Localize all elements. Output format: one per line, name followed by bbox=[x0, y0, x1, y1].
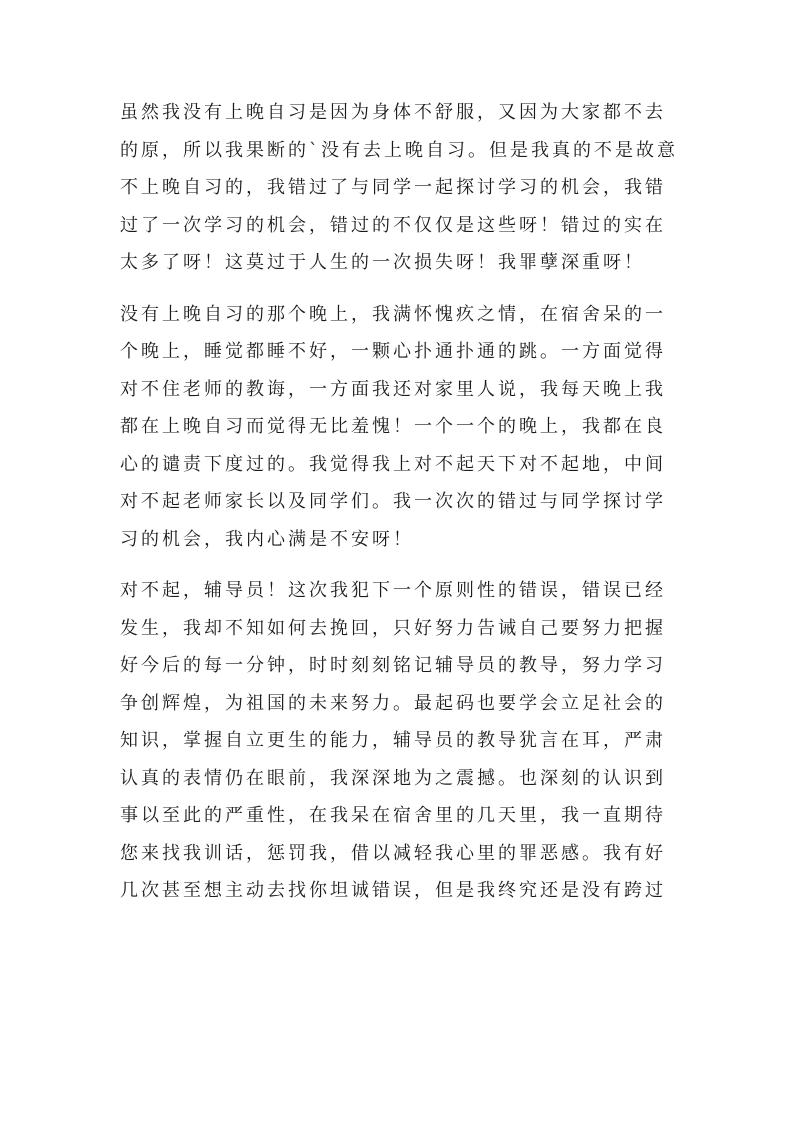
text-line: 认真的表情仍在眼前，我深深地为之震撼。也深刻的认识到 bbox=[120, 767, 666, 789]
paragraph-1 bbox=[120, 94, 680, 282]
text-line: 您来找我训话，惩罚我，借以减轻我心里的罪恶感。我有好 bbox=[120, 842, 666, 864]
text-line: 发生，我却不知如何去挽回，只好努力告诫自己要努力把握 bbox=[120, 617, 666, 639]
text-line: 对不起，辅导员！这次我犯下一个原则性的错误，错误已经 bbox=[120, 580, 666, 601]
text-line: 虽然我没有上晚自习是因为身体不舒服，又因为大家都不去 bbox=[120, 102, 666, 123]
text-line: 心的谴责下度过的。我觉得我上对不起天下对不起地，中间 bbox=[120, 453, 666, 475]
paragraph-3 bbox=[120, 572, 680, 910]
text-line: 的原，所以我果断的`没有去上晚自习。但是我真的不是故意 bbox=[120, 139, 678, 161]
text-line: 过了一次学习的机会，错过的不仅仅是这些呀！错过的实在 bbox=[120, 214, 666, 236]
text-line: 个晚上，睡觉都睡不好，一颗心扑通扑通的跳。一方面觉得 bbox=[120, 341, 666, 362]
text-line: 习的机会，我内心满是不安呀！ bbox=[120, 528, 414, 550]
text-line: 争创辉煌，为祖国的未来努力。最起码也要学会立足社会的 bbox=[120, 692, 666, 714]
text-line: 都在上晚自习而觉得无比羞愧！一个一个的晚上，我都在良 bbox=[120, 416, 666, 437]
text-line: 对不起老师家长以及同学们。我一次次的错过与同学探讨学 bbox=[120, 491, 666, 512]
text-line: 太多了呀！这莫过于人生的一次损失呀！我罪孽深重呀！ bbox=[120, 252, 645, 273]
paragraph-2 bbox=[120, 296, 680, 559]
text-line: 知识，掌握自立更生的能力，辅导员的教导犹言在耳，严肃 bbox=[120, 730, 666, 751]
text-line: 对不住老师的教诲，一方面我还对家里人说，我每天晚上我 bbox=[120, 378, 666, 400]
text-line: 没有上晚自习的那个晚上，我满怀愧疚之情，在宿舍呆的一 bbox=[120, 303, 666, 325]
text-line: 不上晚自习的，我错过了与同学一起探讨学习的机会，我错 bbox=[120, 177, 666, 198]
text-line: 事以至此的严重性，在我呆在宿舍里的几天里，我一直期待 bbox=[120, 805, 666, 826]
text-line: 好今后的每一分钟，时时刻刻铭记辅导员的教导，努力学习 bbox=[120, 655, 666, 676]
document-body bbox=[120, 94, 680, 924]
text-line: 几次甚至想主动去找你坦诚错误，但是我终究还是没有跨过 bbox=[120, 880, 666, 901]
